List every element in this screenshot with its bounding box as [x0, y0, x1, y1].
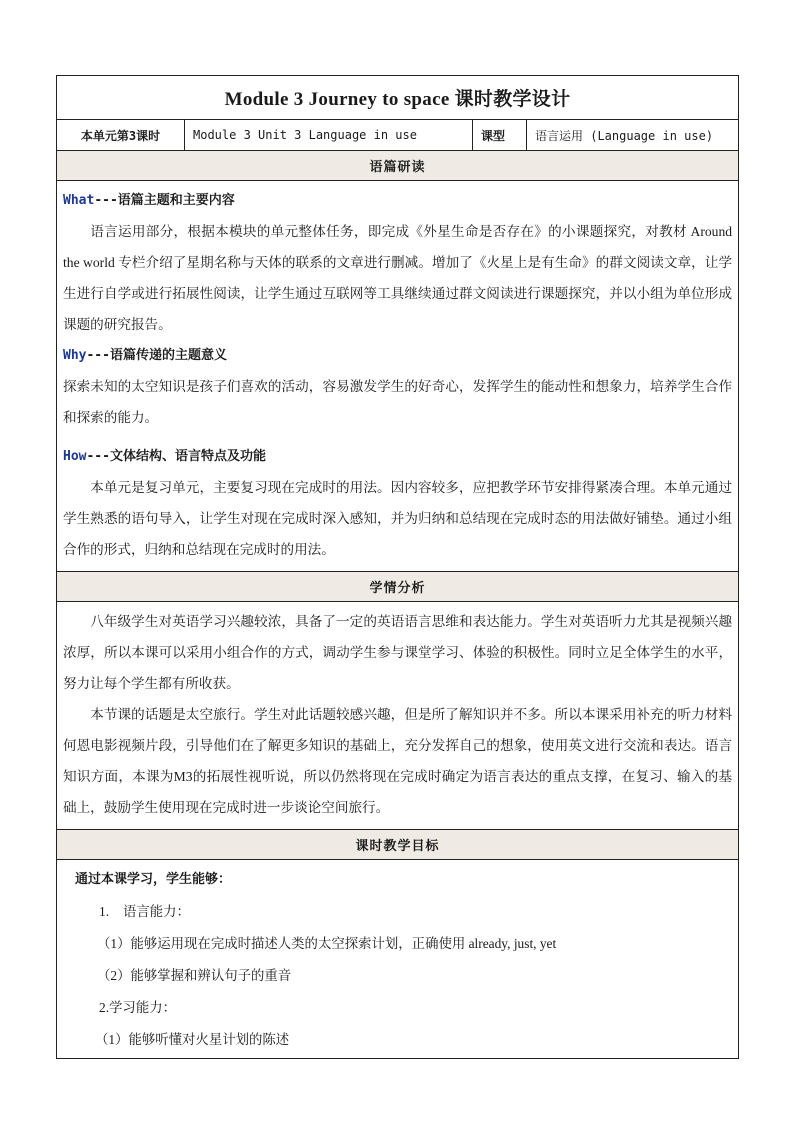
what-heading [63, 185, 732, 216]
why-paragraph: 探索未知的太空知识是孩子们喜欢的活动，容易激发学生的好奇心，发挥学生的能动性和想象力，培养学生合作和探索的能力。 [63, 379, 733, 425]
how-paragraph: 本单元是复习单元，主要复习现在完成时的用法。因内容较多，应把教学环节安排得紧凑合理。本单元通过学生熟悉的语句导入，让学生对现在完成时深入感知，并为归纳和总结现在完成时态的用法做好铺垫。通过小组合作的形式，归纳和总结现在完成时的用法。 [63, 480, 733, 557]
what-title: ---语篇主题和主要内容 [94, 193, 235, 208]
document-title: Module 3 Journey to space 课时教学设计 [57, 76, 739, 120]
how-title: ---文体结构、语言特点及功能 [86, 449, 266, 464]
lesson-type-value: 语言运用 (Language in use) [527, 120, 739, 151]
objectives-intro: 通过本课学习，学生能够： [75, 872, 232, 887]
why-label: Why [63, 348, 87, 363]
section-heading-objectives: 课时教学目标 [57, 830, 739, 860]
objective-item-1-number: 1. [99, 904, 110, 919]
objective-item-2a: （1）能够听懂对火星计划的陈述 [95, 1032, 290, 1047]
what-paragraph: 语言运用部分，根据本模块的单元整体任务，即完成《外星生命是否存在》的小课题探究，对教材 Around the world 专栏介绍了星期名称与天体的联系的文章进行删减。增加了《火星上是有生命》的群文阅读文章，让学生进行自学或进行拓展性阅读，让学生通过互联网等工具继续通过群文阅读进行课题探究，并以小组为单位形成课题的研究报告。 [63, 224, 733, 332]
learner-analysis-row [57, 602, 739, 830]
section-heading-learner-analysis: 学情分析 [57, 572, 739, 602]
section-header-row [57, 151, 739, 181]
objectives-content [57, 860, 739, 1059]
why-title: ---语篇传递的主题意义 [86, 348, 227, 363]
objective-item-2: 2.学习能力： [99, 1000, 176, 1015]
lesson-plan-table [56, 75, 739, 1059]
lesson-number-label: 本单元第3课时 [57, 120, 185, 151]
objective-item-1 [63, 896, 732, 928]
how-heading [63, 441, 732, 472]
why-heading [63, 340, 732, 371]
section-header-row [57, 830, 739, 860]
learner-analysis-content [57, 602, 739, 830]
learner-paragraph-2: 本节课的话题是太空旅行。学生对此话题较感兴趣，但是所了解知识并不多。所以本课采用补充的听力材料何恩电影视频片段，引导他们在了解更多知识的基础上，充分发挥自己的想象，使用英文进行交流和表达。语言知识方面，本课为M3的拓展性视听说，所以仍然将现在完成时确定为语言表达的重点支撑，在复习、输入的基础上，鼓励学生使用现在完成时进一步谈论空间旅行。 [63, 707, 733, 815]
section-header-row [57, 572, 739, 602]
objective-item-1-label: 语言能力： [123, 904, 190, 919]
objective-item-1b: （2）能够掌握和辨认句子的重音 [97, 968, 292, 983]
learner-paragraph-1: 八年级学生对英语学习兴趣较浓，具备了一定的英语语言思维和表达能力。学生对英语听力尤其是视频兴趣浓厚，所以本课可以采用小组合作的方式，调动学生参与课堂学习、体验的积极性。同时立足全体学生的水平，努力让每个学生都有所收获。 [63, 614, 733, 691]
how-label: How [63, 449, 87, 464]
text-study-content [57, 181, 739, 572]
title-row [57, 76, 739, 120]
objective-item-1a: （1）能够运用现在完成时描述人类的太空探索计划，正确使用 already, just, yet [97, 936, 557, 951]
section-heading-text-study: 语篇研读 [57, 151, 739, 181]
what-label: What [63, 193, 95, 208]
objectives-row [57, 860, 739, 1059]
info-row [57, 120, 739, 151]
text-study-row [57, 181, 739, 572]
lesson-type-label: 课型 [473, 120, 527, 151]
lesson-name-value: Module 3 Unit 3 Language in use [185, 120, 473, 151]
